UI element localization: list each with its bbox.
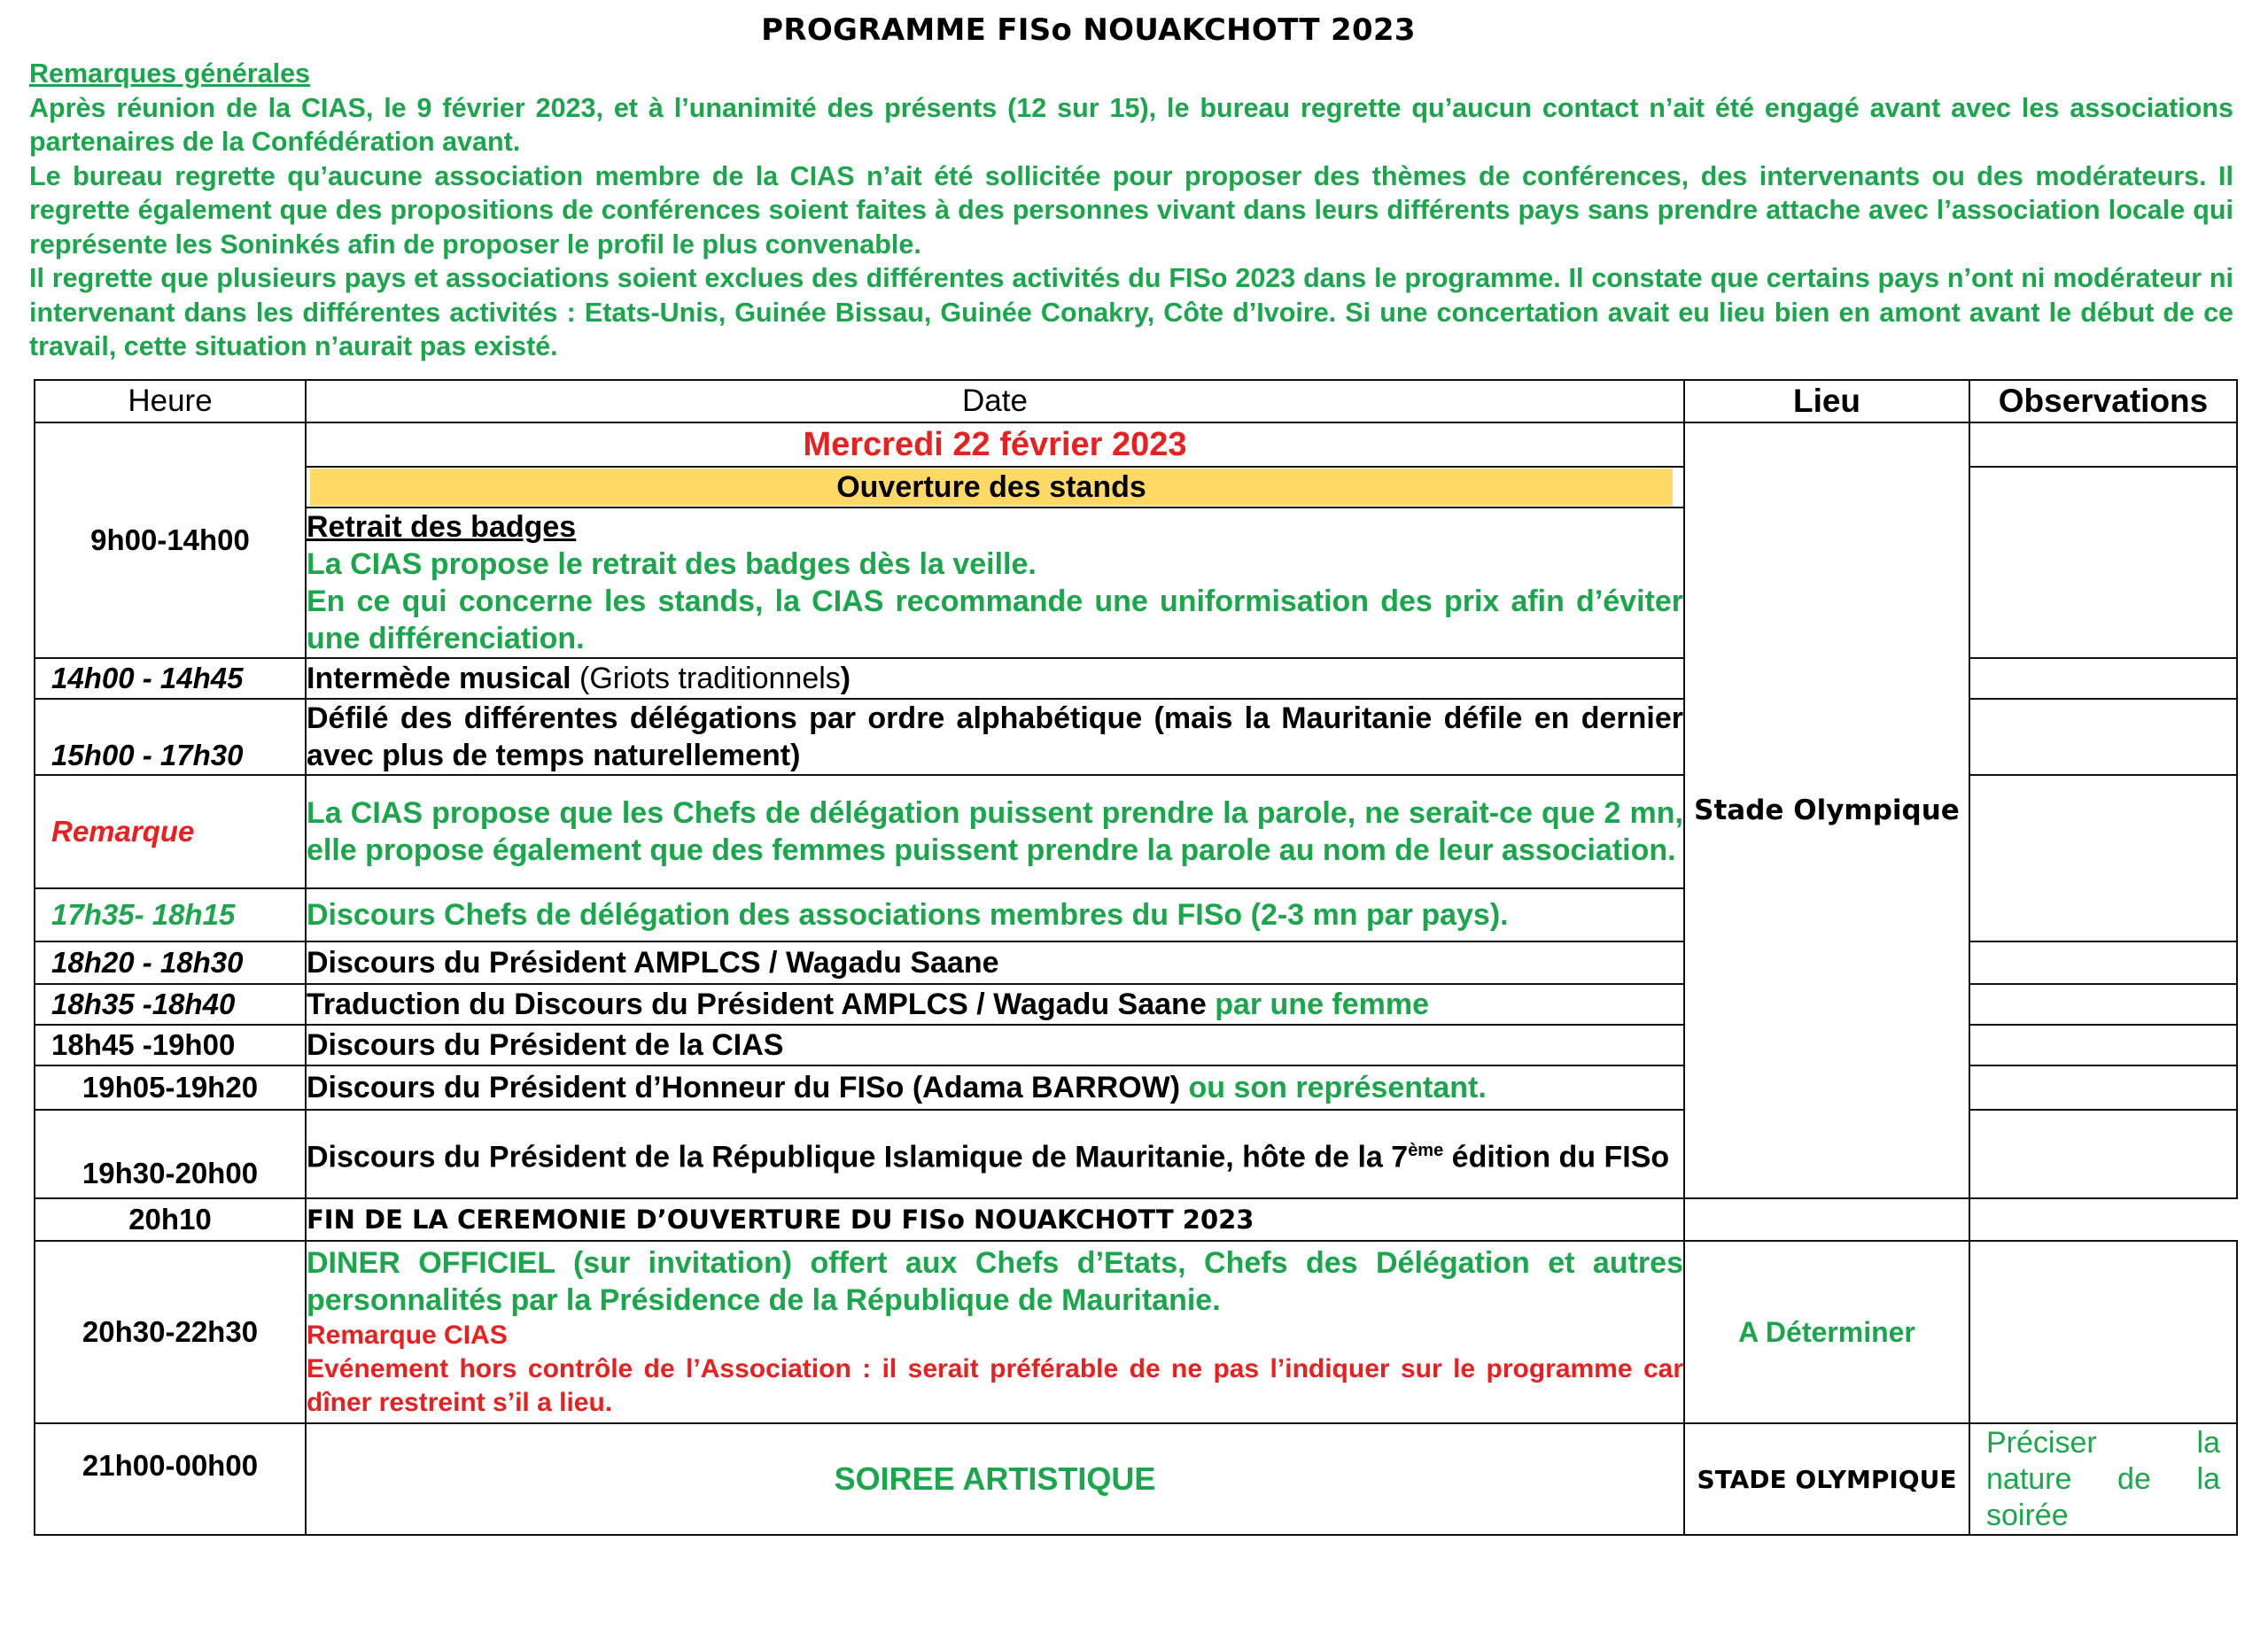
remark-paragraph-2: Le bureau regrette qu’aucune association membre de la CIAS n’ait été sollicitée pour proposer des thèmes de conférences, des intervenants ou des modérateurs. Il regrette également que des propositions de conférences soient faites à des personnes vivant dans leurs différents pays sans prendre attache avec l’association locale qui représente les Soninkés afin de proposer le profil le plus convenable. [29,160,2233,260]
event-cell [306,1065,1684,1110]
hour-cell: 20h30-22h30 [35,1241,306,1423]
hour-cell: 18h45 -19h00 [35,1025,306,1065]
stands-band: Ouverture des stands [310,469,1673,506]
event-cell: Défilé des différentes délégations par ordre alphabétique (mais la Mauritanie défile en dernier avec plus de temps naturellement) [306,699,1684,775]
event-cell [306,1110,1684,1198]
hour-cell: 18h20 - 18h30 [35,941,306,984]
event-cell: Discours Chefs de délégation des associations membres du FISo (2-3 mn par pays). [306,888,1684,941]
event-cell: Discours du Président de la CIAS [306,1025,1684,1065]
hour-cell: 17h35- 18h15 [35,888,306,941]
event-text: Discours du Président d’Honneur du FISo (Adama BARROW) [307,1071,1189,1104]
document-title: PROGRAMME FISo NOUAKCHOTT 2023 [761,12,1416,48]
remarks-heading: Remarques générales [29,58,311,89]
event-normal: (Griots traditionnels [571,662,841,695]
obs-cell [1969,658,2237,699]
dinner-remark-title: Remarque CIAS [307,1321,508,1350]
event-green: par une femme [1215,988,1430,1021]
table-row [35,422,2237,467]
obs-cell [1969,775,2237,941]
event-end: ) [840,662,851,695]
obs-cell [1969,1065,2237,1110]
general-remarks [29,57,2233,364]
remark-paragraph-1: Après réunion de la CIAS, le 9 février 2023, et à l’unanimité des présents (12 sur 15), le bureau regrette qu’aucun contact n’ait été engagé avant avec les associations partenaires de la Confédération avant. [29,92,2233,157]
obs-cell [1969,467,2237,658]
table-row [35,1198,2237,1241]
hour-cell: 20h10 [35,1198,306,1241]
event-text-2: édition du FISo [1443,1140,1670,1174]
event-text: Discours du Président de la République Islamique de Mauritanie, hôte de la 7 [307,1140,1409,1174]
header-observations: Observations [1969,380,2237,422]
hour-cell: 19h30-20h00 [35,1110,306,1198]
obs-cell [1684,1198,1969,1241]
obs-cell [1969,984,2237,1025]
dinner-remark-text: Evénement hors contrôle de l’Association : il serait préférable de ne pas l’indiquer sur le programme car dîner restreint s’il a lieu. [307,1354,1683,1417]
badges-line-2: En ce qui concerne les stands, la CIAS recommande une uniformisation des prix afin d’éviter une différenciation. [307,585,1683,655]
obs-cell [1969,1423,2237,1535]
obs-cell [1969,941,2237,984]
event-cell [306,658,1684,699]
remark-paragraph-3: Il regrette que plusieurs pays et associations soient exclues des différentes activités du FISo 2023 dans le programme. Il constate que certains pays n’ont ni modérateur ni intervenant dans les différentes activités : Etats-Unis, Guinée Bissau, Guinée Conakry, Côte d’Ivoire. Si une concertation avait eu lieu bien en amont avant le début de ce travail, cette situation n’aurait pas existé. [29,263,2233,361]
dinner-text: DINER OFFICIEL (sur invitation) offert aux Chefs d’Etats, Chefs des Délégation et autres personnalités par la Présidence de la République de Mauritanie. [307,1246,1683,1317]
event-cell [306,984,1684,1025]
obs-cell [1969,422,2237,467]
header-date: Date [306,380,1684,422]
lieu-cell: STADE OLYMPIQUE [1684,1423,1969,1535]
event-green: ou son représentant. [1188,1071,1487,1104]
soiree-cell: SOIREE ARTISTIQUE [306,1423,1684,1535]
event-cell: Discours du Président AMPLCS / Wagadu Saane [306,941,1684,984]
program-table [34,379,2238,1536]
remark-label: Remarque [35,775,306,888]
table-row [35,1241,2237,1423]
dinner-cell [306,1241,1684,1423]
badges-title: Retrait des badges [307,510,577,544]
hour-cell: 21h00-00h00 [35,1423,306,1535]
day-cell [306,422,1684,467]
event-bold: Intermède musical [307,662,571,695]
lieu-cell: A Déterminer [1684,1241,1969,1423]
obs-cell [1969,1241,2237,1423]
header-heure: Heure [35,380,306,422]
badges-cell [306,507,1684,658]
hour-cell: 9h00-14h00 [35,422,306,658]
obs-cell [1969,1025,2237,1065]
badges-line-1: La CIAS propose le retrait des badges dès la veille. [307,547,1037,581]
obs-cell [1969,1110,2237,1198]
lieu-stade-cell: Stade Olympique [1684,422,1969,1198]
event-text: Traduction du Discours du Président AMPLCS / Wagadu Saane [307,988,1216,1021]
header-lieu: Lieu [1684,380,1969,422]
remark-cell: La CIAS propose que les Chefs de délégation puissent prendre la parole, ne serait-ce que 2 mn, elle propose également que des femmes puissent prendre la parole au nom de leur association. [306,775,1684,888]
hour-cell: 18h35 -18h40 [35,984,306,1025]
obs-cell [1969,699,2237,775]
obs-text: Préciser la nature de la soirée [1986,1425,2220,1532]
table-header-row [35,380,2237,422]
hour-cell: 15h00 - 17h30 [35,699,306,775]
day-label: Mercredi 22 février 2023 [803,426,1187,463]
hour-cell: 19h05-19h20 [35,1065,306,1110]
hour-cell: 14h00 - 14h45 [35,658,306,699]
event-cell: FIN DE LA CEREMONIE D’OUVERTURE DU FISo NOUAKCHOTT 2023 [306,1198,1684,1241]
event-sup: ème [1408,1141,1444,1161]
table-row [35,1423,2237,1535]
band-cell [306,467,1684,507]
